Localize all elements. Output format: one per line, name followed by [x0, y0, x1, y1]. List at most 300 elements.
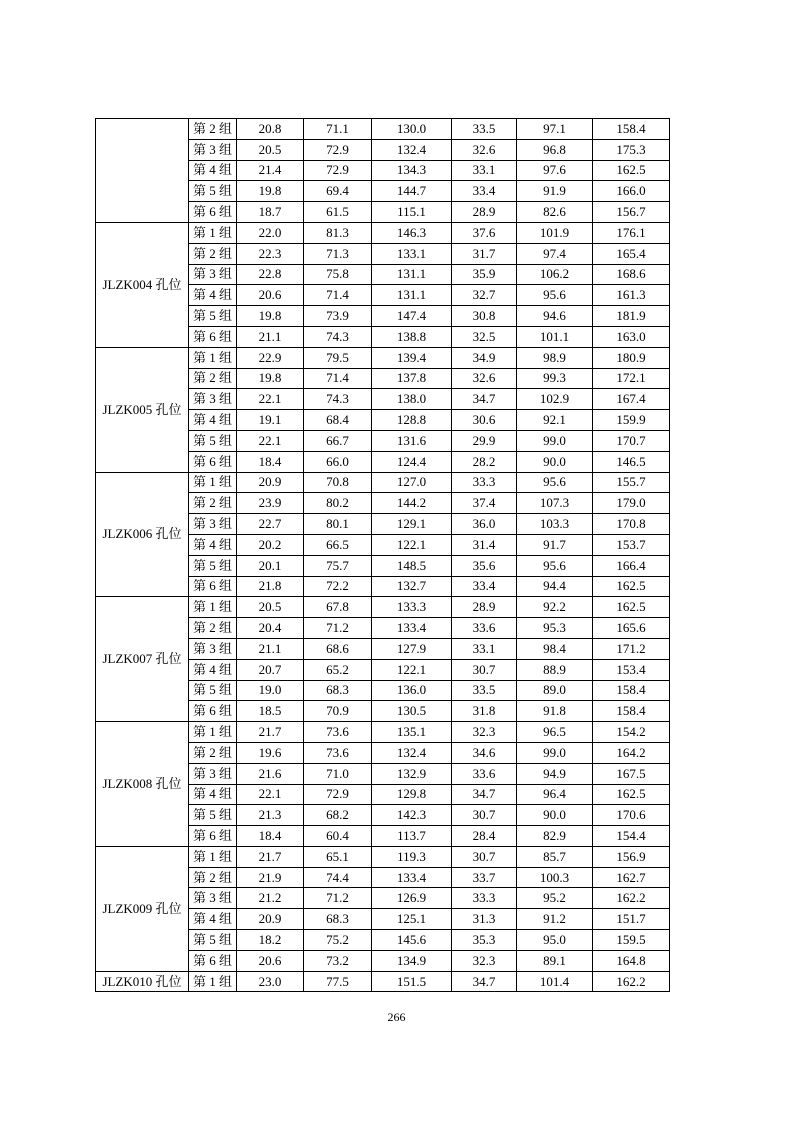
value-cell: 81.3 — [304, 222, 372, 243]
value-cell: 170.6 — [593, 805, 670, 826]
value-cell: 147.4 — [372, 306, 452, 327]
value-cell: 162.5 — [593, 597, 670, 618]
value-cell: 21.9 — [237, 867, 304, 888]
value-cell: 33.3 — [452, 888, 517, 909]
value-cell: 33.5 — [452, 680, 517, 701]
value-cell: 34.7 — [452, 971, 517, 992]
value-cell: 66.7 — [304, 430, 372, 451]
value-cell: 162.5 — [593, 784, 670, 805]
value-cell: 31.3 — [452, 909, 517, 930]
value-cell: 34.7 — [452, 784, 517, 805]
group-cell: 第 3 组 — [189, 389, 237, 410]
value-cell: 66.0 — [304, 451, 372, 472]
value-cell: 153.7 — [593, 534, 670, 555]
group-cell: 第 5 组 — [189, 430, 237, 451]
value-cell: 98.9 — [517, 347, 593, 368]
value-cell: 32.6 — [452, 139, 517, 160]
value-cell: 21.7 — [237, 722, 304, 743]
group-cell: 第 4 组 — [189, 784, 237, 805]
value-cell: 168.6 — [593, 264, 670, 285]
value-cell: 68.2 — [304, 805, 372, 826]
table-row — [96, 722, 670, 743]
group-cell: 第 2 组 — [189, 243, 237, 264]
value-cell: 19.8 — [237, 306, 304, 327]
group-cell: 第 6 组 — [189, 326, 237, 347]
value-cell: 77.5 — [304, 971, 372, 992]
value-cell: 68.3 — [304, 909, 372, 930]
value-cell: 19.0 — [237, 680, 304, 701]
group-cell: 第 1 组 — [189, 971, 237, 992]
group-cell: 第 5 组 — [189, 805, 237, 826]
value-cell: 91.2 — [517, 909, 593, 930]
value-cell: 33.1 — [452, 160, 517, 181]
value-cell: 20.8 — [237, 119, 304, 140]
value-cell: 163.0 — [593, 326, 670, 347]
value-cell: 71.2 — [304, 888, 372, 909]
value-cell: 28.9 — [452, 597, 517, 618]
value-cell: 99.0 — [517, 742, 593, 763]
value-cell: 30.7 — [452, 805, 517, 826]
value-cell: 28.4 — [452, 826, 517, 847]
value-cell: 144.2 — [372, 493, 452, 514]
value-cell: 154.2 — [593, 722, 670, 743]
value-cell: 145.6 — [372, 930, 452, 951]
value-cell: 22.0 — [237, 222, 304, 243]
value-cell: 97.4 — [517, 243, 593, 264]
value-cell: 18.7 — [237, 202, 304, 223]
group-cell: 第 3 组 — [189, 638, 237, 659]
group-cell: 第 6 组 — [189, 950, 237, 971]
value-cell: 30.8 — [452, 306, 517, 327]
group-cell: 第 5 组 — [189, 930, 237, 951]
value-cell: 21.8 — [237, 576, 304, 597]
value-cell: 133.1 — [372, 243, 452, 264]
group-cell: 第 3 组 — [189, 888, 237, 909]
value-cell: 80.2 — [304, 493, 372, 514]
value-cell: 28.2 — [452, 451, 517, 472]
value-cell: 101.1 — [517, 326, 593, 347]
table-row — [96, 971, 670, 992]
value-cell: 148.5 — [372, 555, 452, 576]
value-cell: 95.0 — [517, 930, 593, 951]
value-cell: 33.4 — [452, 181, 517, 202]
group-cell: 第 2 组 — [189, 368, 237, 389]
value-cell: 127.0 — [372, 472, 452, 493]
value-cell: 71.4 — [304, 368, 372, 389]
value-cell: 113.7 — [372, 826, 452, 847]
value-cell: 129.8 — [372, 784, 452, 805]
value-cell: 20.6 — [237, 950, 304, 971]
group-cell: 第 3 组 — [189, 264, 237, 285]
value-cell: 21.4 — [237, 160, 304, 181]
value-cell: 68.4 — [304, 410, 372, 431]
value-cell: 68.3 — [304, 680, 372, 701]
group-cell: 第 6 组 — [189, 202, 237, 223]
value-cell: 170.7 — [593, 430, 670, 451]
value-cell: 95.6 — [517, 472, 593, 493]
value-cell: 136.0 — [372, 680, 452, 701]
value-cell: 156.7 — [593, 202, 670, 223]
value-cell: 32.5 — [452, 326, 517, 347]
value-cell: 18.2 — [237, 930, 304, 951]
value-cell: 30.7 — [452, 846, 517, 867]
value-cell: 166.0 — [593, 181, 670, 202]
value-cell: 101.9 — [517, 222, 593, 243]
value-cell: 132.4 — [372, 742, 452, 763]
group-cell: 第 4 组 — [189, 909, 237, 930]
group-cell: 第 2 组 — [189, 742, 237, 763]
value-cell: 71.0 — [304, 763, 372, 784]
value-cell: 96.4 — [517, 784, 593, 805]
value-cell: 162.2 — [593, 888, 670, 909]
value-cell: 30.6 — [452, 410, 517, 431]
value-cell: 90.0 — [517, 451, 593, 472]
value-cell: 106.2 — [517, 264, 593, 285]
value-cell: 33.6 — [452, 618, 517, 639]
value-cell: 155.7 — [593, 472, 670, 493]
table-row — [96, 472, 670, 493]
value-cell: 102.9 — [517, 389, 593, 410]
value-cell: 158.4 — [593, 680, 670, 701]
value-cell: 30.7 — [452, 659, 517, 680]
hole-position-cell: JLZK008 孔位 — [96, 722, 189, 847]
value-cell: 74.3 — [304, 326, 372, 347]
value-cell: 129.1 — [372, 514, 452, 535]
value-cell: 156.9 — [593, 846, 670, 867]
value-cell: 79.5 — [304, 347, 372, 368]
value-cell: 65.1 — [304, 846, 372, 867]
value-cell: 146.3 — [372, 222, 452, 243]
value-cell: 35.9 — [452, 264, 517, 285]
value-cell: 131.6 — [372, 430, 452, 451]
value-cell: 75.7 — [304, 555, 372, 576]
value-cell: 33.6 — [452, 763, 517, 784]
value-cell: 72.9 — [304, 139, 372, 160]
value-cell: 21.1 — [237, 326, 304, 347]
value-cell: 126.9 — [372, 888, 452, 909]
group-cell: 第 3 组 — [189, 514, 237, 535]
value-cell: 91.9 — [517, 181, 593, 202]
group-cell: 第 4 组 — [189, 659, 237, 680]
value-cell: 20.9 — [237, 909, 304, 930]
group-cell: 第 5 组 — [189, 306, 237, 327]
value-cell: 32.3 — [452, 950, 517, 971]
group-cell: 第 4 组 — [189, 285, 237, 306]
value-cell: 21.1 — [237, 638, 304, 659]
value-cell: 82.6 — [517, 202, 593, 223]
group-cell: 第 4 组 — [189, 534, 237, 555]
value-cell: 132.7 — [372, 576, 452, 597]
value-cell: 34.6 — [452, 742, 517, 763]
value-cell: 162.2 — [593, 971, 670, 992]
group-cell: 第 2 组 — [189, 618, 237, 639]
table-row — [96, 347, 670, 368]
value-cell: 72.2 — [304, 576, 372, 597]
group-cell: 第 6 组 — [189, 701, 237, 722]
group-cell: 第 5 组 — [189, 555, 237, 576]
value-cell: 85.7 — [517, 846, 593, 867]
group-cell: 第 1 组 — [189, 722, 237, 743]
value-cell: 22.8 — [237, 264, 304, 285]
value-cell: 135.1 — [372, 722, 452, 743]
value-cell: 92.1 — [517, 410, 593, 431]
group-cell: 第 1 组 — [189, 222, 237, 243]
group-cell: 第 6 组 — [189, 826, 237, 847]
value-cell: 131.1 — [372, 285, 452, 306]
value-cell: 71.4 — [304, 285, 372, 306]
value-cell: 132.9 — [372, 763, 452, 784]
value-cell: 119.3 — [372, 846, 452, 867]
value-cell: 22.1 — [237, 430, 304, 451]
value-cell: 137.8 — [372, 368, 452, 389]
value-cell: 172.1 — [593, 368, 670, 389]
value-cell: 181.9 — [593, 306, 670, 327]
group-cell: 第 2 组 — [189, 867, 237, 888]
value-cell: 154.4 — [593, 826, 670, 847]
value-cell: 82.9 — [517, 826, 593, 847]
value-cell: 35.6 — [452, 555, 517, 576]
page-number: 266 — [387, 1010, 406, 1024]
value-cell: 31.4 — [452, 534, 517, 555]
value-cell: 132.4 — [372, 139, 452, 160]
value-cell: 60.4 — [304, 826, 372, 847]
value-cell: 23.9 — [237, 493, 304, 514]
value-cell: 89.1 — [517, 950, 593, 971]
value-cell: 180.9 — [593, 347, 670, 368]
value-cell: 66.5 — [304, 534, 372, 555]
value-cell: 28.9 — [452, 202, 517, 223]
value-cell: 70.9 — [304, 701, 372, 722]
value-cell: 91.7 — [517, 534, 593, 555]
group-cell: 第 3 组 — [189, 139, 237, 160]
table-row — [96, 597, 670, 618]
value-cell: 175.3 — [593, 139, 670, 160]
value-cell: 37.6 — [452, 222, 517, 243]
value-cell: 103.3 — [517, 514, 593, 535]
value-cell: 19.8 — [237, 368, 304, 389]
table-row — [96, 222, 670, 243]
value-cell: 73.9 — [304, 306, 372, 327]
value-cell: 97.6 — [517, 160, 593, 181]
value-cell: 19.8 — [237, 181, 304, 202]
hole-position-cell: JLZK009 孔位 — [96, 846, 189, 971]
value-cell: 130.5 — [372, 701, 452, 722]
value-cell: 33.7 — [452, 867, 517, 888]
value-cell: 130.0 — [372, 119, 452, 140]
value-cell: 158.4 — [593, 119, 670, 140]
value-cell: 21.2 — [237, 888, 304, 909]
value-cell: 176.1 — [593, 222, 670, 243]
value-cell: 80.1 — [304, 514, 372, 535]
value-cell: 162.5 — [593, 160, 670, 181]
value-cell: 95.6 — [517, 285, 593, 306]
value-cell: 74.3 — [304, 389, 372, 410]
group-cell: 第 1 组 — [189, 597, 237, 618]
value-cell: 20.4 — [237, 618, 304, 639]
value-cell: 19.1 — [237, 410, 304, 431]
data-table — [95, 118, 670, 992]
group-cell: 第 5 组 — [189, 680, 237, 701]
value-cell: 100.3 — [517, 867, 593, 888]
value-cell: 127.9 — [372, 638, 452, 659]
value-cell: 133.4 — [372, 618, 452, 639]
value-cell: 18.4 — [237, 826, 304, 847]
value-cell: 20.6 — [237, 285, 304, 306]
value-cell: 33.4 — [452, 576, 517, 597]
group-cell: 第 3 组 — [189, 763, 237, 784]
value-cell: 133.3 — [372, 597, 452, 618]
value-cell: 159.9 — [593, 410, 670, 431]
value-cell: 22.9 — [237, 347, 304, 368]
value-cell: 124.4 — [372, 451, 452, 472]
value-cell: 138.8 — [372, 326, 452, 347]
value-cell: 32.3 — [452, 722, 517, 743]
value-cell: 74.4 — [304, 867, 372, 888]
hole-position-cell: JLZK006 孔位 — [96, 472, 189, 597]
value-cell: 68.6 — [304, 638, 372, 659]
value-cell: 22.1 — [237, 389, 304, 410]
value-cell: 32.7 — [452, 285, 517, 306]
value-cell: 122.1 — [372, 659, 452, 680]
value-cell: 164.8 — [593, 950, 670, 971]
value-cell: 36.0 — [452, 514, 517, 535]
group-cell: 第 5 组 — [189, 181, 237, 202]
value-cell: 34.9 — [452, 347, 517, 368]
value-cell: 171.2 — [593, 638, 670, 659]
value-cell: 32.6 — [452, 368, 517, 389]
value-cell: 18.4 — [237, 451, 304, 472]
value-cell: 65.2 — [304, 659, 372, 680]
value-cell: 89.0 — [517, 680, 593, 701]
value-cell: 20.7 — [237, 659, 304, 680]
value-cell: 20.2 — [237, 534, 304, 555]
value-cell: 179.0 — [593, 493, 670, 514]
hole-position-cell — [96, 119, 189, 223]
group-cell: 第 4 组 — [189, 160, 237, 181]
value-cell: 19.6 — [237, 742, 304, 763]
value-cell: 94.4 — [517, 576, 593, 597]
value-cell: 138.0 — [372, 389, 452, 410]
value-cell: 131.1 — [372, 264, 452, 285]
value-cell: 90.0 — [517, 805, 593, 826]
value-cell: 33.3 — [452, 472, 517, 493]
value-cell: 75.8 — [304, 264, 372, 285]
value-cell: 97.1 — [517, 119, 593, 140]
table-row — [96, 119, 670, 140]
value-cell: 71.1 — [304, 119, 372, 140]
value-cell: 164.2 — [593, 742, 670, 763]
value-cell: 101.4 — [517, 971, 593, 992]
hole-position-cell: JLZK004 孔位 — [96, 222, 189, 347]
group-cell: 第 4 组 — [189, 410, 237, 431]
value-cell: 71.2 — [304, 618, 372, 639]
value-cell: 33.5 — [452, 119, 517, 140]
hole-position-cell: JLZK005 孔位 — [96, 347, 189, 472]
value-cell: 162.5 — [593, 576, 670, 597]
hole-position-cell: JLZK010 孔位 — [96, 971, 189, 992]
value-cell: 151.7 — [593, 909, 670, 930]
value-cell: 144.7 — [372, 181, 452, 202]
value-cell: 94.6 — [517, 306, 593, 327]
value-cell: 166.4 — [593, 555, 670, 576]
value-cell: 33.1 — [452, 638, 517, 659]
value-cell: 73.6 — [304, 722, 372, 743]
value-cell: 67.8 — [304, 597, 372, 618]
value-cell: 34.7 — [452, 389, 517, 410]
value-cell: 96.8 — [517, 139, 593, 160]
value-cell: 71.3 — [304, 243, 372, 264]
group-cell: 第 2 组 — [189, 119, 237, 140]
value-cell: 128.8 — [372, 410, 452, 431]
value-cell: 125.1 — [372, 909, 452, 930]
value-cell: 170.8 — [593, 514, 670, 535]
value-cell: 23.0 — [237, 971, 304, 992]
value-cell: 37.4 — [452, 493, 517, 514]
value-cell: 22.3 — [237, 243, 304, 264]
value-cell: 88.9 — [517, 659, 593, 680]
value-cell: 165.4 — [593, 243, 670, 264]
value-cell: 162.7 — [593, 867, 670, 888]
value-cell: 20.5 — [237, 139, 304, 160]
value-cell: 159.5 — [593, 930, 670, 951]
hole-position-cell: JLZK007 孔位 — [96, 597, 189, 722]
group-cell: 第 1 组 — [189, 846, 237, 867]
value-cell: 35.3 — [452, 930, 517, 951]
value-cell: 20.9 — [237, 472, 304, 493]
value-cell: 115.1 — [372, 202, 452, 223]
value-cell: 95.3 — [517, 618, 593, 639]
table-row — [96, 846, 670, 867]
value-cell: 95.2 — [517, 888, 593, 909]
value-cell: 91.8 — [517, 701, 593, 722]
value-cell: 139.4 — [372, 347, 452, 368]
value-cell: 20.5 — [237, 597, 304, 618]
group-cell: 第 6 组 — [189, 451, 237, 472]
value-cell: 21.3 — [237, 805, 304, 826]
group-cell: 第 1 组 — [189, 472, 237, 493]
value-cell: 31.7 — [452, 243, 517, 264]
value-cell: 134.3 — [372, 160, 452, 181]
value-cell: 99.0 — [517, 430, 593, 451]
group-cell: 第 1 组 — [189, 347, 237, 368]
value-cell: 107.3 — [517, 493, 593, 514]
value-cell: 161.3 — [593, 285, 670, 306]
value-cell: 72.9 — [304, 784, 372, 805]
value-cell: 134.9 — [372, 950, 452, 971]
value-cell: 72.9 — [304, 160, 372, 181]
value-cell: 21.6 — [237, 763, 304, 784]
value-cell: 158.4 — [593, 701, 670, 722]
value-cell: 22.1 — [237, 784, 304, 805]
value-cell: 153.4 — [593, 659, 670, 680]
table-body — [96, 119, 670, 992]
group-cell: 第 6 组 — [189, 576, 237, 597]
value-cell: 98.4 — [517, 638, 593, 659]
value-cell: 73.2 — [304, 950, 372, 971]
value-cell: 75.2 — [304, 930, 372, 951]
value-cell: 94.9 — [517, 763, 593, 784]
value-cell: 70.8 — [304, 472, 372, 493]
value-cell: 21.7 — [237, 846, 304, 867]
value-cell: 122.1 — [372, 534, 452, 555]
value-cell: 31.8 — [452, 701, 517, 722]
value-cell: 99.3 — [517, 368, 593, 389]
value-cell: 73.6 — [304, 742, 372, 763]
value-cell: 18.5 — [237, 701, 304, 722]
value-cell: 95.6 — [517, 555, 593, 576]
value-cell: 96.5 — [517, 722, 593, 743]
value-cell: 142.3 — [372, 805, 452, 826]
